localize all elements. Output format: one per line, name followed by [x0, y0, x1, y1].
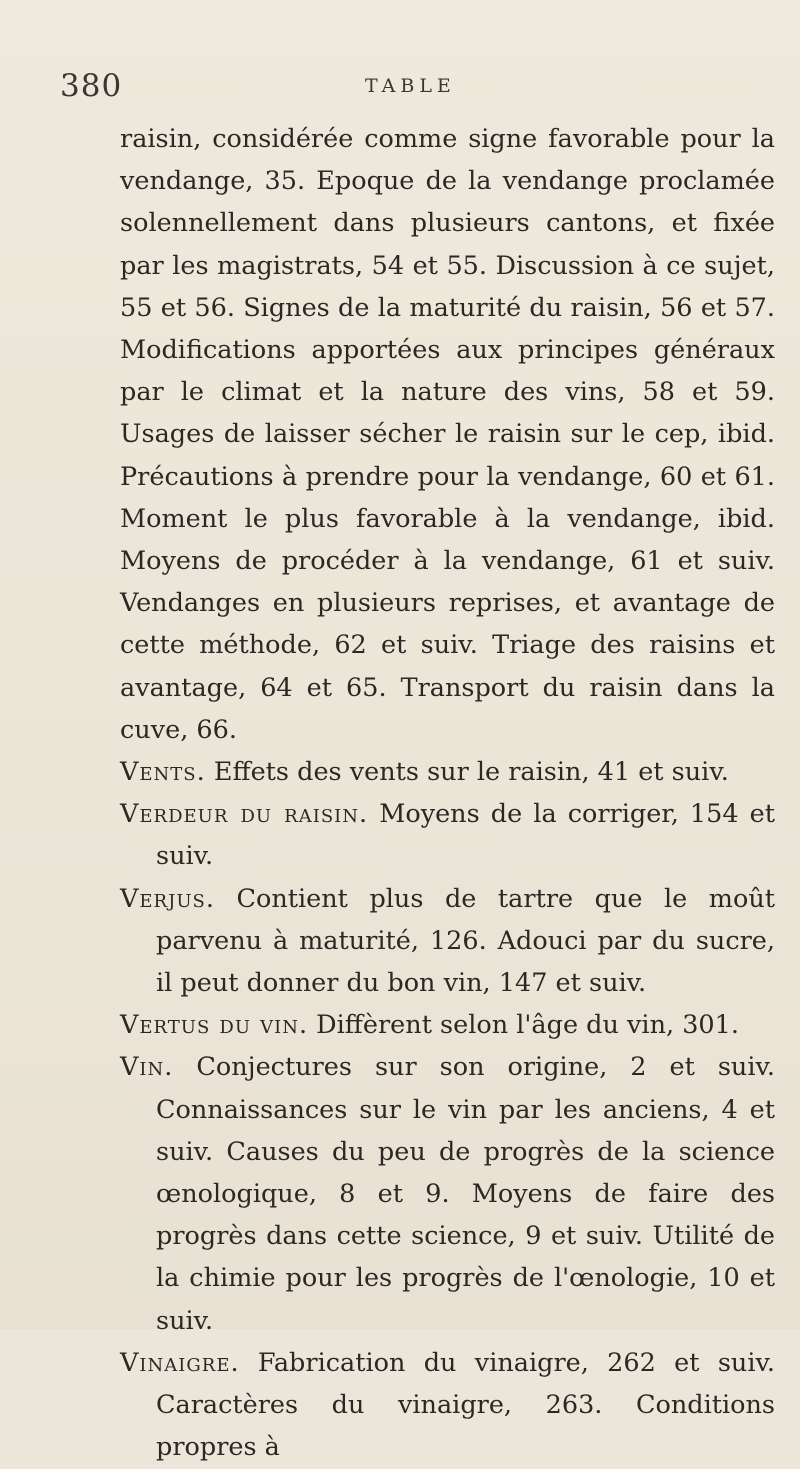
- entry-text: Conjectures sur son origine, 2 et suiv. Connaissances sur le vin par les anciens, 4 et suiv. Causes du peu de progrès de la science œnologique, 8 et 9. Moyens de faire des progrès dans cette science, 9 et suiv. Utilité de la chimie pour les progrès de l'œnologie, 10 et suiv.: [156, 1052, 775, 1336]
- entry-heading: Vinaigre.: [120, 1347, 240, 1378]
- entry-text: raisin, considérée comme signe favorable pour la vendange, 35. Epoque de la vendange proclamée solennellement dans plusieurs cantons, et fixée par les magistrats, 54 et 55. Discussion à ce sujet, 55 et 56. Signes de la maturité du raisin, 56 et 57. Modifications apportées aux principes généraux par le climat et la nature des vins, 58 et 59. Usages de laisser sécher le raisin sur le cep, ibid. Précautions à prendre pour la vendange, 60 et 61. Moment le plus favorable à la vendange, ibid. Moyens de procéder à la vendange, 61 et suiv. Vendanges en plusieurs reprises, et avantage de cette méthode, 62 et suiv. Triage des raisins et avantage, 64 et 65. Transport du raisin dans la cuve, 66.: [120, 124, 775, 745]
- entry-text: Diffèrent selon l'âge du vin, 301.: [308, 1010, 739, 1041]
- entry-text: Effets des vents sur le raisin, 41 et suiv.: [205, 757, 729, 788]
- index-entry: [120, 751, 775, 793]
- entry-heading: Vin.: [120, 1052, 174, 1083]
- entry-text: Contient plus de tartre que le moût parvenu à maturité, 126. Adouci par du sucre, il peut donner du bon vin, 147 et suiv.: [156, 883, 775, 999]
- entry-text: Fabrication du vinaigre, 262 et suiv. Caractères du vinaigre, 263. Conditions propres à: [156, 1347, 775, 1463]
- index-entry: [120, 793, 775, 877]
- entry-heading: Verjus.: [120, 883, 215, 914]
- index-entry: [120, 1046, 775, 1341]
- index-entry: [120, 118, 775, 751]
- index-entry: [120, 1004, 775, 1046]
- entry-text: Moyens de la corriger, 154 et suiv.: [156, 799, 775, 872]
- index-entry: [120, 1342, 775, 1469]
- entry-heading: Vertus du vin.: [120, 1010, 309, 1041]
- page-header: [60, 68, 760, 108]
- page-number: 380: [60, 68, 123, 104]
- entry-heading: Vents.: [120, 757, 206, 788]
- running-head: TABLE: [365, 75, 456, 97]
- entry-heading: Verdeur du raisin.: [120, 799, 369, 830]
- index-body: [120, 118, 775, 1469]
- index-entry: [120, 878, 775, 1005]
